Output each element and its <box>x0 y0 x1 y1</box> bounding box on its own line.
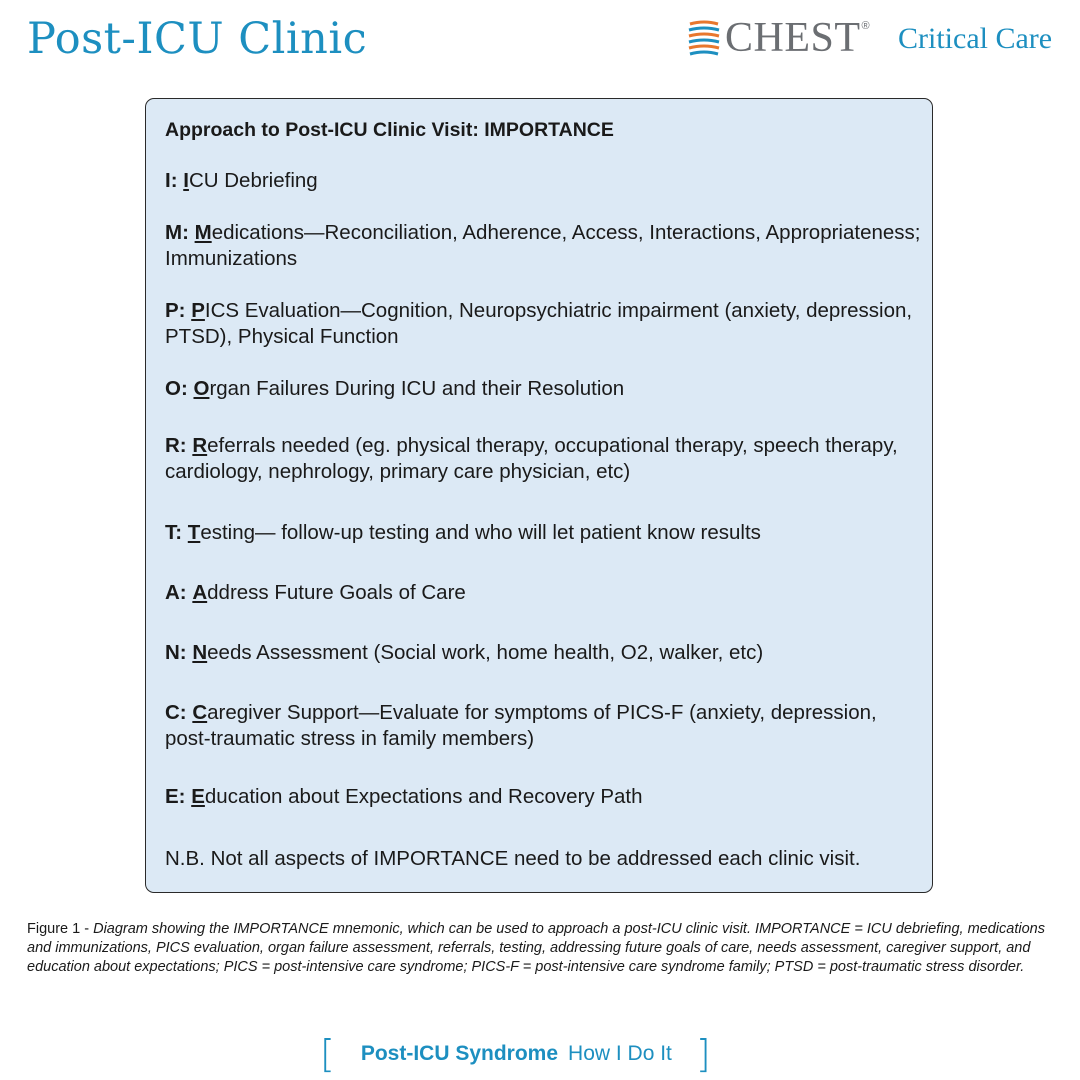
mnemonic-item-m: M: Medications—Reconciliation, Adherence, Access, Interactions, Appropriateness; Immunizations <box>165 221 921 270</box>
logo-wordmark: CHEST <box>725 15 861 61</box>
mnemonic-item-n: N: Needs Assessment (Social work, home health, O2, walker, etc) <box>165 641 764 664</box>
mnemonic-item-e: E: Education about Expectations and Recovery Path <box>165 785 643 808</box>
mnemonic-item-a: A: Address Future Goals of Care <box>165 581 466 604</box>
figure-title: Approach to Post-ICU Clinic Visit: IMPORTANCE <box>165 119 614 141</box>
mnemonic-item-i: I: ICU Debriefing <box>165 169 318 192</box>
caption-prefix: Figure 1 - <box>27 921 94 937</box>
caption-text: Diagram showing the IMPORTANCE mnemonic, which can be used to approach a post-ICU clinic visit. IMPORTANCE = ICU debriefing, medications and immunizations, PICS evaluation, organ failure assessment, referrals, testing, addressing future goals of care, needs assessment, caregiver support, and education about expectations; PICS = post-intensive care syndrome; PICS-F = post-intensive care syndrome family; PTSD = post-traumatic stress disorder. <box>27 921 1045 975</box>
footer-series-subtitle: How I Do It <box>568 1042 672 1065</box>
figure-caption <box>27 920 1057 977</box>
logo-subtitle: Critical Care <box>898 22 1053 55</box>
mnemonic-item-o: O: Organ Failures During ICU and their Resolution <box>165 377 625 400</box>
registered-mark: ® <box>861 20 870 32</box>
mnemonic-item-c: C: Caregiver Support—Evaluate for symptoms of PICS-F (anxiety, depression, post-traumatic stress in family members) <box>165 701 877 750</box>
footer-bracket-right: ] <box>695 1032 711 1076</box>
footer-series-title: Post-ICU Syndrome <box>360 1042 559 1065</box>
page-title: Post-ICU Clinic <box>27 14 368 64</box>
chest-logo <box>687 16 870 60</box>
footer-series-label <box>320 1032 711 1076</box>
figure-note: N.B. Not all aspects of IMPORTANCE need to be addressed each clinic visit. <box>165 847 861 870</box>
footer-bracket-left: [ <box>320 1032 335 1076</box>
mnemonic-item-p: P: PICS Evaluation—Cognition, Neuropsychiatric impairment (anxiety, depression, PTSD), Physical Function <box>165 299 913 348</box>
mnemonic-item-r: R: Referrals needed (eg. physical therapy, occupational therapy, speech therapy, cardiology, nephrology, primary care physician, etc) <box>165 434 898 483</box>
importance-figure-box <box>145 98 933 893</box>
mnemonic-item-t: T: Testing— follow-up testing and who will let patient know results <box>165 521 761 544</box>
chest-stripes-logo-icon <box>687 20 721 56</box>
